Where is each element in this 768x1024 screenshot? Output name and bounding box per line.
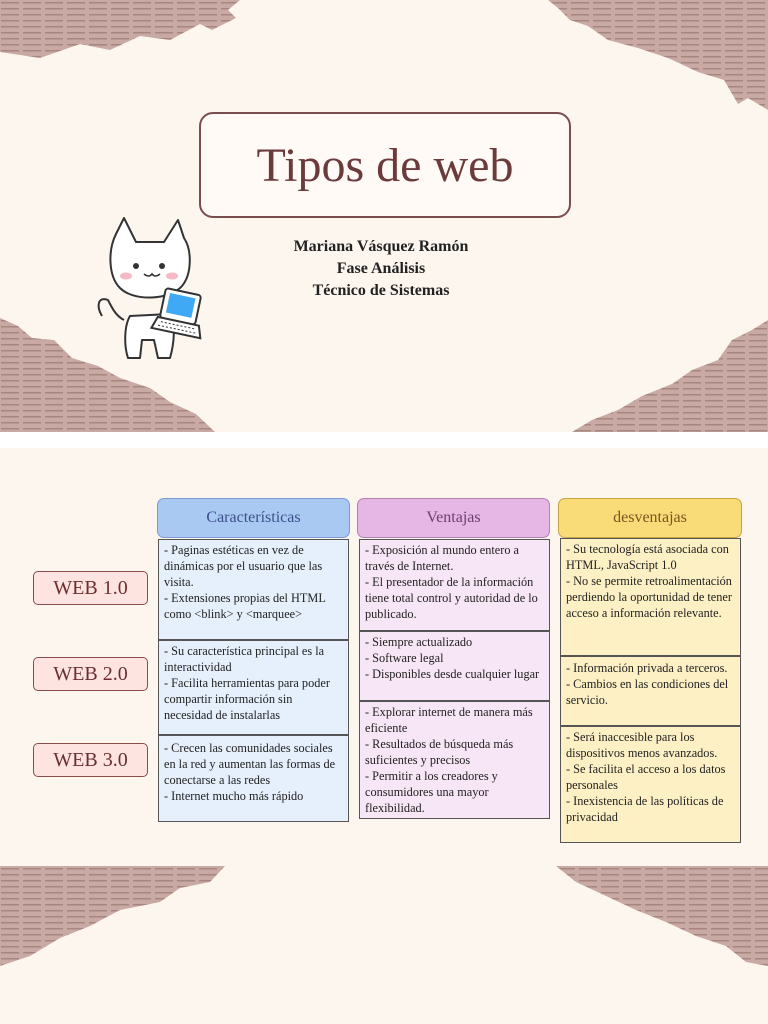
newspaper-decoration-right [572,320,768,432]
author-name: Mariana Vásquez Ramón [293,238,469,255]
cell-web3-caracteristicas [158,735,349,822]
cell-text: - No se permite retroalimentación perdiendo la oportunidad de tener acceso a información relevante. [566,574,732,620]
cell-web3-ventajas [359,701,550,819]
cell-web2-desventajas [560,656,741,726]
cell-web1-caracteristicas [158,539,349,640]
author-block [230,236,532,302]
row-label-web-1: WEB 1.0 [33,571,148,605]
cell-web1-desventajas [560,538,741,656]
cell-text: - Extensiones propias del HTML como <blink> y <marquee> [164,591,326,621]
cell-text: - Se facilita el acceso a los datos personales [566,762,726,792]
row-label-web-3: WEB 3.0 [33,743,148,777]
cell-text: - Inexistencia de las políticas de privacidad [566,794,724,824]
title-slide [0,0,768,432]
cell-text: - Paginas estéticas en vez de dinámicas por el usuario que las visita. [164,543,323,589]
header-caracteristicas: Características [157,498,350,538]
cell-web2-ventajas [359,631,550,701]
cell-text: - Internet mucho más rápido [164,789,304,803]
cell-text: - Crecen las comunidades sociales en la red y aumentan las formas de conectarse a las redes [164,741,336,787]
cell-text: - Su tecnología está asociada con HTML, JavaScript 1.0 [566,542,729,572]
row-label-web-2: WEB 2.0 [33,657,148,691]
cell-text: - Exposición al mundo entero a través de Internet. [365,543,520,573]
cell-text: - Siempre actualizado [365,635,473,649]
author-phase: Fase Análisis [336,260,426,277]
cell-text: - Será inaccesible para los dispositivos menos avanzados. [566,730,718,760]
cell-text: - Software legal [365,651,444,665]
title-box [199,112,571,218]
cell-text: - Facilita herramientas para poder compartir información sin necesidad de instalarlas [164,676,330,722]
cat-with-laptop-illustration [94,216,224,371]
header-ventajas: Ventajas [357,498,550,538]
cell-web2-caracteristicas [158,640,349,735]
cell-text: - Información privada a terceros. [566,661,728,675]
cell-text: - Disponibles desde cualquier lugar [365,667,540,681]
newspaper-decoration-top-left [0,0,240,60]
cell-text: - Permitir a los creadores y consumidores una mayor flexibilidad. [365,769,498,815]
cell-web1-ventajas [359,539,550,631]
author-program: Técnico de Sistemas [312,282,450,299]
cell-text: - El presentador de la información tiene total control y autoridad de lo publicado. [365,575,538,621]
cell-text: - Su característica principal es la interactividad [164,644,325,674]
cell-text: - Explorar internet de manera más eficiente [365,705,533,735]
slide-gap [0,432,768,448]
page-title: Tipos de web [256,138,514,192]
cell-web3-desventajas [560,726,741,843]
newspaper-decoration-bottom-left [0,866,225,1024]
newspaper-decoration-bottom-right [556,866,768,1024]
header-desventajas: desventajas [558,498,742,538]
newspaper-decoration-top-right [548,0,768,110]
cell-text: - Resultados de búsqueda más suficientes y precisos [365,737,514,767]
cell-text: - Cambios en las condiciones del servicio. [566,677,729,707]
